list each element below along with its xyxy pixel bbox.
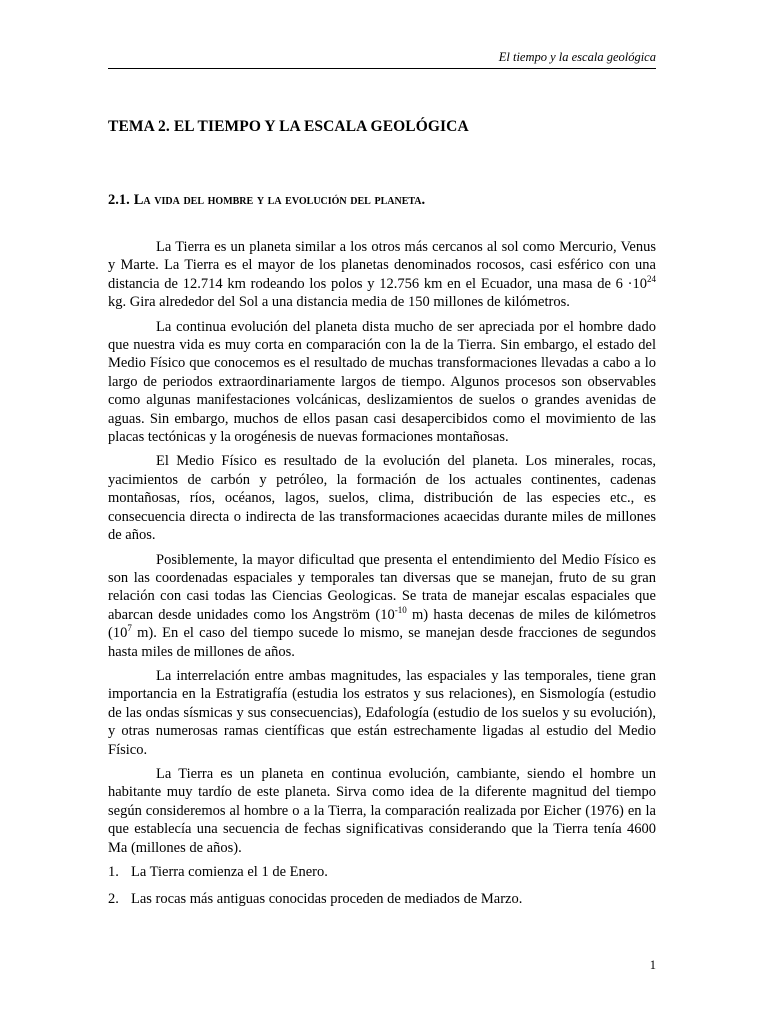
numbered-list <box>108 863 656 909</box>
paragraph-5: La interrelación entre ambas magnitudes, las espaciales y las temporales, tiene gran importancia en la Estratigrafía (estudia los estratos y sus relaciones), en Sismología (estudio de las ondas sísmicas y sus consecuencias), Edafología (estudio de los suelos y su evolución), y otras numerosas ramas científicas que están estrechamente ligadas al estudio del Medio Físico. <box>108 667 656 758</box>
paragraph-4 <box>108 551 656 661</box>
page-number: 1 <box>649 958 656 972</box>
paragraph-1-text-a: La Tierra es un planeta similar a los otros más cercanos al sol como Mercurio, Venus y Marte. La Tierra es el mayor de los planetas denominados rocosos, casi esférico con una distancia de 12.714 km rodeando los polos y 12.756 km en el Ecuador, una masa de 6 ·10 <box>108 239 656 292</box>
paragraph-3: El Medio Físico es resultado de la evolución del planeta. Los minerales, rocas, yacimientos de carbón y petróleo, la formación de los actuales continentes, cadenas montañosas, ríos, océanos, lagos, suelos, clima, distribución de las especies etc., es consecuencia directa o indirecta de las transformaciones acaecidas durante miles de millones de años. <box>108 453 656 544</box>
list-item-text: Las rocas más antiguas conocidas proceden de mediados de Marzo. <box>131 891 523 908</box>
paragraph-4-text-c: m). En el caso del tiempo sucede lo mismo, se manejan desde fracciones de segundos hasta miles de millones de años. <box>108 625 656 660</box>
section-number: 2.1. <box>108 192 130 208</box>
section-heading <box>108 192 425 209</box>
paragraph-1-text-b: kg. Gira alrededor del Sol a una distancia media de 150 millones de kilómetros. <box>108 294 570 311</box>
section-title: La vida del hombre y la evolución del planeta. <box>133 192 426 208</box>
paragraph-4-text-a: Posiblemente, la mayor dificultad que presenta el entendimiento del Medio Físico es son las coordenadas espaciales y temporales tan diversas que se manejan, fruto de su gran relación con casi todas las Ciencias Geologicas. Se trata de manejar escalas espaciales que abarcan desde unidades como los Angström (10 <box>108 551 656 623</box>
list-item-number: 2. <box>108 891 119 908</box>
list-item-number: 1. <box>108 864 119 880</box>
paragraph-1 <box>108 238 656 312</box>
paragraph-2: La continua evolución del planeta dista mucho de ser apreciada por el hombre dado que nuestra vida es muy corta en comparación con la de la Tierra. Sin embargo, el estado del Medio Físico que conocemos es el resultado de muchas transformaciones llevadas a cabo a lo largo de periodos extraordinariamente largos de tiempo. Algunos procesos son observables como algunas manifestaciones volcánicas, deslizamientos de suelos o grandes avenidas de aguas. Sin embargo, muchos de ellos pasan casi desapercibidos como el movimiento de las placas tectónicas y la orogénesis de nuevas formaciones montañosas. <box>108 318 656 446</box>
header-rule <box>108 68 656 69</box>
body-text <box>108 238 656 918</box>
list-item <box>108 863 656 881</box>
list-item <box>108 890 656 908</box>
running-header: El tiempo y la escala geológica <box>498 50 656 64</box>
exponent-24: 24 <box>647 273 656 284</box>
list-item-text: La Tierra comienza el 1 de Enero. <box>131 864 328 880</box>
exponent-minus-10: -10 <box>394 604 407 615</box>
paragraph-6: La Tierra es un planeta en continua evolución, cambiante, siendo el hombre un habitante muy tardío de este planeta. Sirva como idea de la diferente magnitud del tiempo según consideremos al hombre o a la Tierra, la comparación realizada por Eicher (1976) en la que establecía una secuencia de fechas significativas considerando que la Tierra tenía 4600 Ma (millones de años). <box>108 765 656 856</box>
paragraph-4-text-b: m) hasta decenas de miles de kilómetros (10 <box>108 606 657 642</box>
chapter-title: TEMA 2. EL TIEMPO Y LA ESCALA GEOLÓGICA <box>108 118 469 135</box>
exponent-7: 7 <box>127 623 132 634</box>
